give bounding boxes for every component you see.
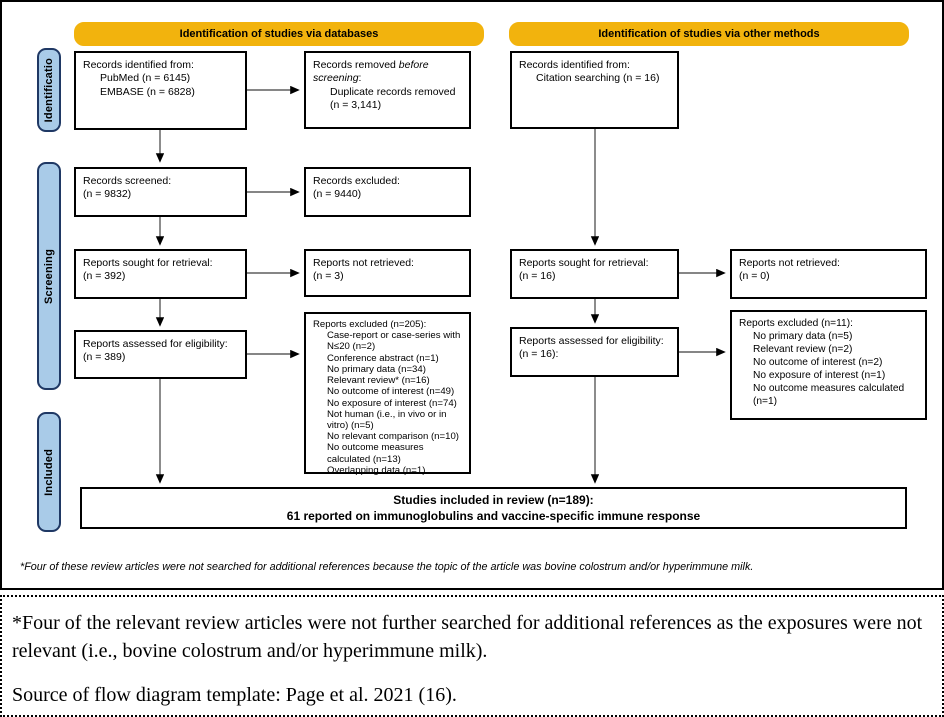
reports-excluded-reasons-box bbox=[304, 312, 471, 474]
studies-included-line1: Studies included in review (n=189): bbox=[393, 492, 594, 507]
records-removed-title: Records removed before screening: bbox=[313, 59, 429, 85]
records-excluded-count: (n = 9440) bbox=[313, 188, 362, 201]
caption-paragraph-asterisk: *Four of the relevant review articles were not further searched for additional references as the exposures were not relevant (i.e., bovine colostrum and/or hyperimmune milk). bbox=[12, 612, 923, 663]
studies-included-box bbox=[80, 487, 907, 529]
citation-not-retrieved-title: Reports not retrieved: bbox=[739, 257, 840, 269]
citation-excluded-reasons-items: No primary data (n=5) Relevant review (n=2) No outcome of interest (n=2) No exposure of interest (n=1) No outcome measures calculated (n=1) bbox=[753, 331, 905, 408]
stage-label-identification-text: Identificatio bbox=[43, 57, 55, 123]
records-removed-box bbox=[304, 51, 471, 129]
citation-sought-count: (n = 16) bbox=[519, 270, 556, 283]
records-excluded-box bbox=[304, 167, 471, 217]
citation-assessed-box bbox=[510, 327, 679, 377]
citation-excluded-reasons-box bbox=[730, 310, 927, 420]
header-databases-label: Identification of studies via databases bbox=[179, 28, 379, 40]
studies-included-line2: 61 reported on immunoglobulins and vaccine-specific immune response bbox=[286, 509, 701, 523]
reports-sought-title: Reports sought for retrieval: bbox=[83, 257, 213, 269]
reports-excluded-reasons-items: Case-report or case-series with N≤20 (n=2) Conference abstract (n=1) No primary data (n=34) Relevant review* (n=16) No outcome of interest (n=49) No exposure of interest (n=74) Not human (i.e., in vivo or in vitro) (n=5) No relevant comparison (n=10) No outcome measures calculated (n=13) Overlapping data (n=1) bbox=[327, 330, 461, 476]
stage-label-screening bbox=[37, 162, 61, 390]
reports-excluded-reasons-title: Reports excluded (n=205): bbox=[313, 319, 427, 330]
citation-sought-box bbox=[510, 249, 679, 299]
records-identified-box bbox=[74, 51, 247, 130]
stage-label-included bbox=[37, 412, 61, 532]
header-other-methods bbox=[509, 22, 909, 46]
caption-paragraph-source: Source of flow diagram template: Page et al. 2021 (16). bbox=[12, 683, 457, 706]
reports-assessed-title: Reports assessed for eligibility: bbox=[83, 338, 228, 350]
header-other-methods-label: Identification of studies via other methods bbox=[598, 28, 820, 40]
reports-sought-count: (n = 392) bbox=[83, 270, 126, 283]
citation-identified-box bbox=[510, 51, 679, 129]
citation-sought-title: Reports sought for retrieval: bbox=[519, 257, 649, 269]
records-screened-count: (n = 9832) bbox=[83, 188, 132, 201]
records-screened-box bbox=[74, 167, 247, 217]
records-removed-items: Duplicate records removed (n = 3,141) bbox=[330, 85, 456, 111]
reports-assessed-box bbox=[74, 330, 247, 379]
citation-identified-title: Records identified from: bbox=[519, 59, 630, 71]
reports-not-retrieved-title: Reports not retrieved: bbox=[313, 257, 414, 269]
header-databases bbox=[74, 22, 484, 46]
stage-label-identification bbox=[37, 48, 61, 132]
reports-assessed-count: (n = 389) bbox=[83, 351, 126, 364]
reports-not-retrieved-count: (n = 3) bbox=[313, 270, 344, 283]
citation-not-retrieved-box bbox=[730, 249, 927, 299]
stage-label-screening-text: Screening bbox=[43, 248, 55, 304]
figure-caption bbox=[0, 595, 944, 717]
citation-not-retrieved-count: (n = 0) bbox=[739, 270, 770, 283]
citation-identified-items: Citation searching (n = 16) bbox=[536, 72, 660, 85]
citation-assessed-title: Reports assessed for eligibility: bbox=[519, 335, 664, 347]
reports-sought-box bbox=[74, 249, 247, 299]
citation-assessed-count: (n = 16): bbox=[519, 348, 559, 361]
stage-label-included-text: Included bbox=[43, 448, 55, 496]
reports-not-retrieved-box bbox=[304, 249, 471, 297]
records-identified-title: Records identified from: bbox=[83, 59, 194, 71]
records-screened-title: Records screened: bbox=[83, 175, 172, 187]
records-excluded-title: Records excluded: bbox=[313, 175, 400, 187]
records-identified-items: PubMed (n = 6145) EMBASE (n = 6828) bbox=[100, 72, 195, 98]
citation-excluded-reasons-title: Reports excluded (n=11): bbox=[739, 318, 853, 329]
diagram-footnote: *Four of these review articles were not searched for additional references because the topic of the article was bovine colostrum and/or hyperimmune milk. bbox=[20, 561, 754, 573]
